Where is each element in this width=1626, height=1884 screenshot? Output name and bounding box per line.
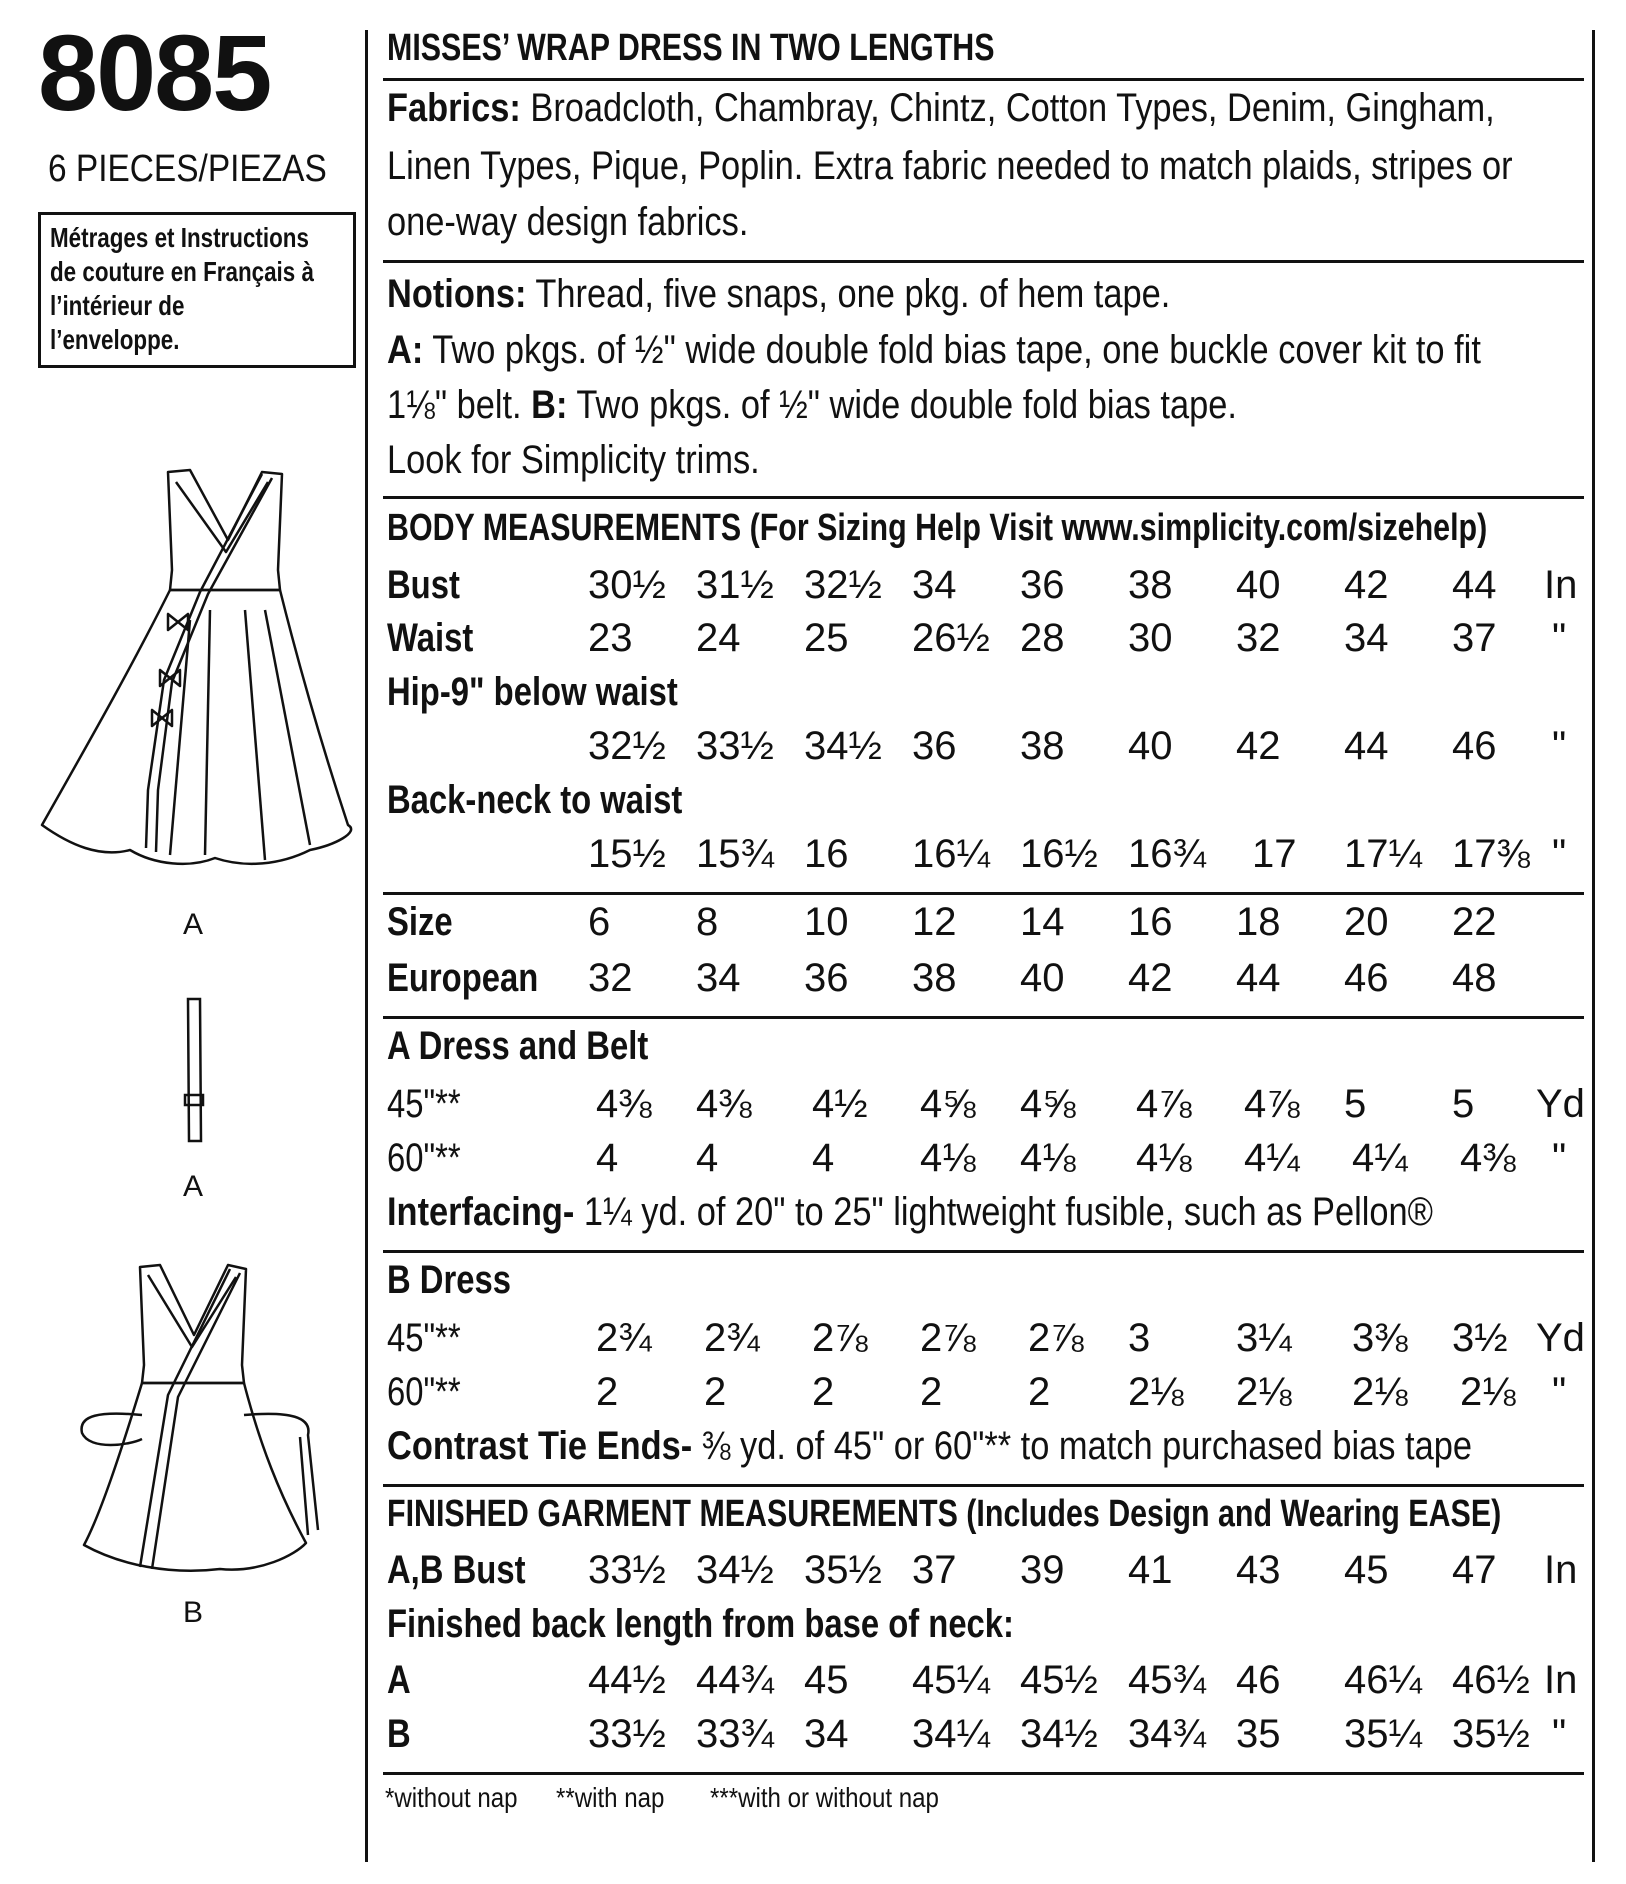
view-a-rule xyxy=(383,1250,1584,1253)
cell: 4⅝ xyxy=(920,1082,976,1126)
cell: 35½ xyxy=(1452,1712,1530,1756)
notions-text: Thread, five snaps, one pkg. of hem tape. xyxy=(535,272,1171,316)
cell: 2 xyxy=(1028,1370,1051,1414)
cell: 45½ xyxy=(1020,1658,1098,1702)
row-label: B xyxy=(387,1712,411,1756)
french-note-line: l’enveloppe. xyxy=(50,324,180,355)
cell: 16¼ xyxy=(912,832,990,876)
contrast-text: ⅜ yd. of 45" or 60"** to match purchased bias tape xyxy=(701,1424,1472,1468)
cell: 46 xyxy=(1344,956,1389,1000)
cell: 40 xyxy=(1128,724,1173,768)
cell: 33½ xyxy=(588,1712,666,1756)
pieces-count: 6 PIECES/PIEZAS xyxy=(48,148,327,190)
row-label: European xyxy=(387,956,539,1000)
cell: 18 xyxy=(1236,900,1281,944)
cell: 4⅝ xyxy=(1020,1082,1076,1126)
cell: 16½ xyxy=(1020,832,1098,876)
cell: 40 xyxy=(1236,563,1281,607)
cell: 45 xyxy=(1344,1548,1389,1592)
cell: 35½ xyxy=(804,1548,882,1592)
cell: 38 xyxy=(912,956,957,1000)
cell: 16 xyxy=(1128,900,1173,944)
cell: 34 xyxy=(696,956,741,1000)
cell: 44½ xyxy=(588,1658,666,1702)
belt-a-label: A xyxy=(182,1170,203,1203)
cell: 12 xyxy=(912,900,957,944)
cell: 17⅜ xyxy=(1452,832,1530,876)
cell: 34¼ xyxy=(912,1712,990,1756)
cell: 43 xyxy=(1236,1548,1281,1592)
fabrics-rule xyxy=(383,260,1584,263)
cell: 2⅞ xyxy=(1028,1316,1084,1360)
cell: 2⅛ xyxy=(1236,1370,1292,1414)
cell: 42 xyxy=(1236,724,1281,768)
cell: 15½ xyxy=(588,832,666,876)
row-label: Back-neck to waist xyxy=(387,778,683,822)
french-note-line: Métrages et Instructions xyxy=(50,222,309,253)
cell: 2 xyxy=(704,1370,727,1414)
notions-line-4: Look for Simplicity trims. xyxy=(387,438,760,482)
cell: 3 xyxy=(1128,1316,1151,1360)
notions-line-3 xyxy=(387,385,1237,425)
row-label: Hip-9" below waist xyxy=(387,670,678,714)
fabrics-text: Broadcloth, Chambray, Chintz, Cotton Types, Denim, Gingham, xyxy=(530,86,1495,130)
cell: 25 xyxy=(804,616,849,660)
pattern-title: MISSES’ WRAP DRESS IN TWO LENGTHS xyxy=(387,27,995,69)
cell: 23 xyxy=(588,616,633,660)
left-divider xyxy=(365,30,368,1862)
fabrics-label: Fabrics: xyxy=(387,86,521,130)
cell: 42 xyxy=(1344,563,1389,607)
cell: 48 xyxy=(1452,956,1497,1000)
cell: 37 xyxy=(1452,616,1497,660)
row-label: 45"** xyxy=(387,1082,461,1126)
cell: 4⅞ xyxy=(1244,1082,1300,1126)
cell: 42 xyxy=(1128,956,1173,1000)
interfacing-text: 1¼ yd. of 20" to 25" lightweight fusible, such as Pellon® xyxy=(583,1190,1433,1234)
cell: 6 xyxy=(588,900,611,944)
unit: In xyxy=(1544,1658,1578,1702)
cell: 34¾ xyxy=(1128,1712,1206,1756)
notions-a-text: Two pkgs. of ½" wide double fold bias tape, one buckle cover kit to fit xyxy=(432,328,1481,372)
cell: 16¾ xyxy=(1128,832,1206,876)
cell: 4⅛ xyxy=(1136,1136,1192,1180)
notions-rule xyxy=(383,496,1584,499)
sizes-rule xyxy=(383,1016,1584,1019)
french-note-line: l’intérieur de xyxy=(50,290,185,321)
interfacing-label: Interfacing- xyxy=(387,1190,575,1234)
row-label: 60"** xyxy=(387,1370,461,1414)
cell: 36 xyxy=(1020,563,1065,607)
cell: 45 xyxy=(804,1658,849,1702)
cell: 5 xyxy=(1452,1082,1475,1126)
notions-a-text-cont: 1⅛" belt. xyxy=(387,383,522,427)
row-label: Size xyxy=(387,900,453,944)
cell: 38 xyxy=(1020,724,1065,768)
cell: 2¾ xyxy=(704,1316,760,1360)
cell: 33½ xyxy=(696,724,774,768)
cell: 4¼ xyxy=(1352,1136,1408,1180)
cell: 17¼ xyxy=(1344,832,1422,876)
cell: 44 xyxy=(1236,956,1281,1000)
footnote-with-or-without-nap: ***with or without nap xyxy=(710,1782,939,1813)
cell: 4⅜ xyxy=(596,1082,652,1126)
cell: 2⅛ xyxy=(1128,1370,1184,1414)
cell: 16 xyxy=(804,832,849,876)
notions-b-label: B: xyxy=(531,383,568,427)
notions-a-label: A: xyxy=(387,328,424,372)
pattern-number: 8085 xyxy=(38,12,271,133)
finished-header: FINISHED GARMENT MEASUREMENTS (Includes Design and Wearing EASE) xyxy=(387,1493,1502,1535)
cell: 4 xyxy=(596,1136,619,1180)
cell: 46½ xyxy=(1452,1658,1530,1702)
cell: 45¾ xyxy=(1128,1658,1206,1702)
row-label: A,B Bust xyxy=(387,1548,526,1592)
cell: 2⅞ xyxy=(920,1316,976,1360)
cell: 3¼ xyxy=(1236,1316,1292,1360)
unit: " xyxy=(1552,616,1567,660)
cell: 35¼ xyxy=(1344,1712,1422,1756)
cell: 45¼ xyxy=(912,1658,990,1702)
cell: 28 xyxy=(1020,616,1065,660)
cell: 4 xyxy=(812,1136,835,1180)
unit: " xyxy=(1552,1136,1567,1180)
section-header: B Dress xyxy=(387,1258,511,1302)
unit: " xyxy=(1552,832,1567,876)
view-a-label: A xyxy=(182,908,203,941)
cell: 14 xyxy=(1020,900,1065,944)
cell: 34½ xyxy=(1020,1712,1098,1756)
cell: 32 xyxy=(1236,616,1281,660)
unit: " xyxy=(1552,1712,1567,1756)
row-label: A xyxy=(387,1658,411,1702)
unit: Yd xyxy=(1536,1082,1585,1126)
cell: 15¾ xyxy=(696,832,774,876)
cell: 40 xyxy=(1020,956,1065,1000)
cell: 39 xyxy=(1020,1548,1065,1592)
cell: 33¾ xyxy=(696,1712,774,1756)
section-header: A Dress and Belt xyxy=(387,1024,649,1068)
cell: 36 xyxy=(912,724,957,768)
row-label: Waist xyxy=(387,616,474,660)
cell: 37 xyxy=(912,1548,957,1592)
cell: 34½ xyxy=(696,1548,774,1592)
cell: 4⅞ xyxy=(1136,1082,1192,1126)
body-measurements-header: BODY MEASUREMENTS (For Sizing Help Visit www.simplicity.com/sizehelp) xyxy=(387,507,1488,549)
cell: 4⅜ xyxy=(1460,1136,1516,1180)
cell: 32½ xyxy=(588,724,666,768)
cell: 2 xyxy=(920,1370,943,1414)
unit: In xyxy=(1544,563,1578,607)
cell: 17 xyxy=(1252,832,1297,876)
cell: 4 xyxy=(696,1136,719,1180)
cell: 10 xyxy=(804,900,849,944)
cell: 47 xyxy=(1452,1548,1497,1592)
cell: 44 xyxy=(1452,563,1497,607)
notions-line-1 xyxy=(387,274,1170,314)
unit: " xyxy=(1552,1370,1567,1414)
cell: 41 xyxy=(1128,1548,1173,1592)
cell: 4⅛ xyxy=(920,1136,976,1180)
cell: 34 xyxy=(1344,616,1389,660)
row-label: Finished back length from base of neck: xyxy=(387,1602,1014,1646)
cell: 30½ xyxy=(588,563,666,607)
cell: 24 xyxy=(696,616,741,660)
row-label: Bust xyxy=(387,563,460,607)
cell: 46 xyxy=(1452,724,1497,768)
cell: 32½ xyxy=(804,563,882,607)
fabrics-line-3: one-way design fabrics. xyxy=(387,200,749,244)
dress-b-illustration xyxy=(70,1255,320,1575)
finished-rule xyxy=(383,1772,1584,1775)
row-label: 60"** xyxy=(387,1136,461,1180)
notions-label: Notions: xyxy=(387,272,527,316)
cell: 2⅛ xyxy=(1460,1370,1516,1414)
cell: 30 xyxy=(1128,616,1173,660)
cell: 46 xyxy=(1236,1658,1281,1702)
cell: 46¼ xyxy=(1344,1658,1422,1702)
unit: Yd xyxy=(1536,1316,1585,1360)
cell: 34 xyxy=(912,563,957,607)
belt-illustration xyxy=(180,995,210,1145)
unit: In xyxy=(1544,1548,1578,1592)
title-rule xyxy=(383,78,1584,81)
footnote-without-nap: *without nap xyxy=(385,1782,518,1813)
contrast-line xyxy=(387,1426,1472,1466)
cell: 4⅛ xyxy=(1020,1136,1076,1180)
cell: 44¾ xyxy=(696,1658,774,1702)
cell: 3½ xyxy=(1452,1316,1508,1360)
view-b-rule xyxy=(383,1484,1584,1487)
fabrics-line-1 xyxy=(387,88,1495,128)
row-label: 45"** xyxy=(387,1316,461,1360)
cell: 44 xyxy=(1344,724,1389,768)
cell: 32 xyxy=(588,956,633,1000)
cell: 3⅜ xyxy=(1352,1316,1408,1360)
interfacing-line xyxy=(387,1192,1433,1232)
cell: 38 xyxy=(1128,563,1173,607)
cell: 33½ xyxy=(588,1548,666,1592)
cell: 34 xyxy=(804,1712,849,1756)
cell: 4¼ xyxy=(1244,1136,1300,1180)
notions-line-2 xyxy=(387,330,1481,370)
notions-b-text: Two pkgs. of ½" wide double fold bias tape. xyxy=(576,383,1237,427)
cell: 8 xyxy=(696,900,719,944)
cell: 4⅜ xyxy=(696,1082,752,1126)
cell: 4½ xyxy=(812,1082,868,1126)
cell: 2⅞ xyxy=(812,1316,868,1360)
cell: 34½ xyxy=(804,724,882,768)
contrast-label: Contrast Tie Ends- xyxy=(387,1424,693,1468)
body-rule xyxy=(383,892,1584,895)
right-border xyxy=(1592,30,1595,1862)
french-note-line: de couture en Français à xyxy=(50,256,314,287)
cell: 2⅛ xyxy=(1352,1370,1408,1414)
cell: 31½ xyxy=(696,563,774,607)
fabrics-line-2: Linen Types, Pique, Poplin. Extra fabric needed to match plaids, stripes or xyxy=(387,144,1513,188)
view-b-label: B xyxy=(182,1596,203,1629)
french-note-box xyxy=(38,212,356,368)
cell: 2¾ xyxy=(596,1316,652,1360)
cell: 36 xyxy=(804,956,849,1000)
cell: 26½ xyxy=(912,616,990,660)
footnote-with-nap: **with nap xyxy=(556,1782,665,1813)
cell: 2 xyxy=(596,1370,619,1414)
cell: 2 xyxy=(812,1370,835,1414)
cell: 5 xyxy=(1344,1082,1367,1126)
cell: 20 xyxy=(1344,900,1389,944)
cell: 22 xyxy=(1452,900,1497,944)
unit: " xyxy=(1552,724,1567,768)
cell: 35 xyxy=(1236,1712,1281,1756)
dress-a-illustration xyxy=(30,460,360,880)
